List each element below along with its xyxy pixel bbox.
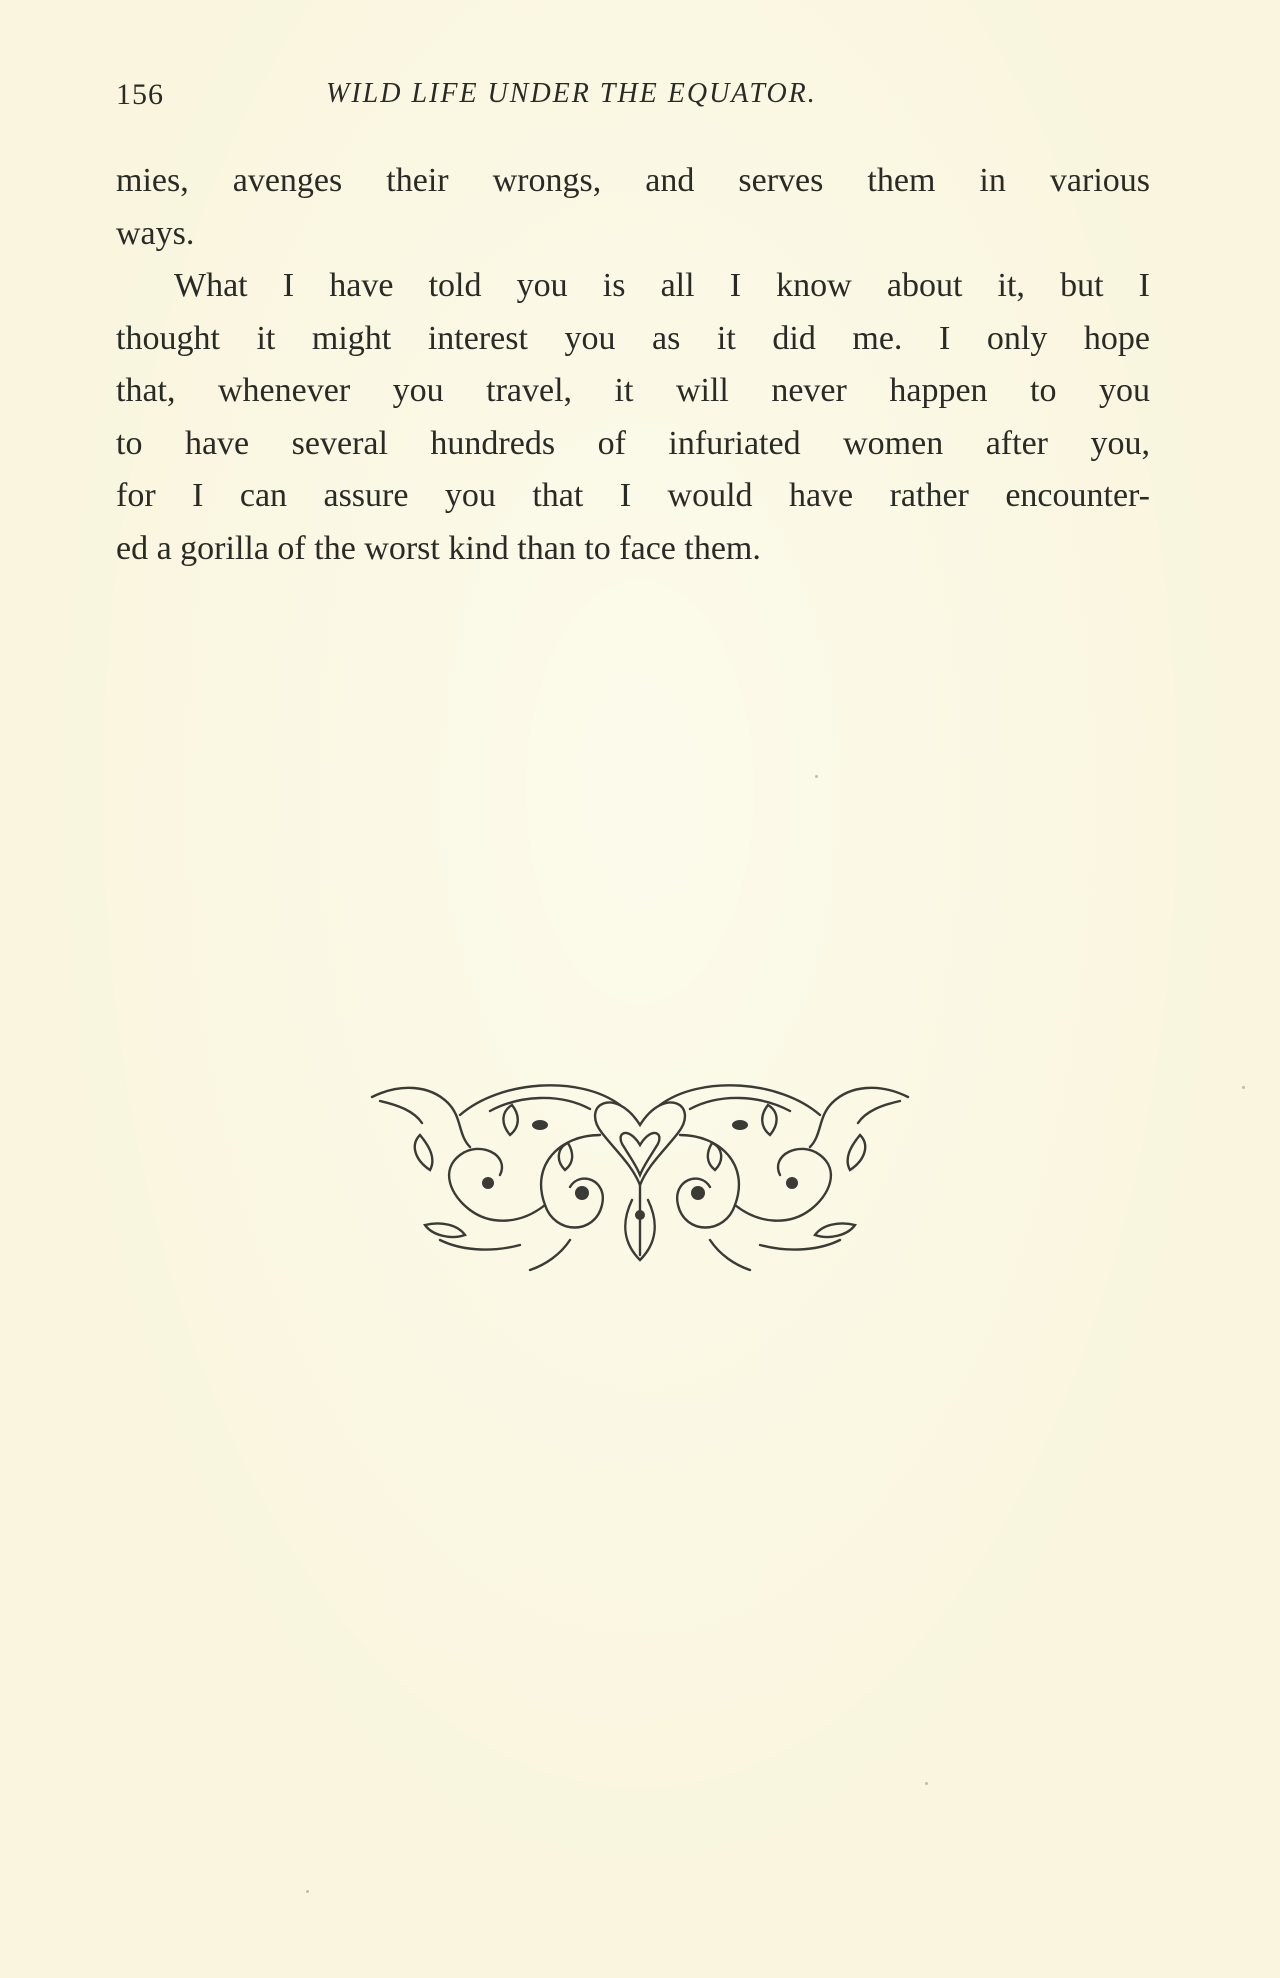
floral-tailpiece-icon	[370, 1075, 910, 1275]
paper-speck	[306, 1890, 309, 1893]
text-line: mies, avenges their wrongs, and serves them in various	[116, 162, 1150, 199]
text-line: to have several hundreds of infuriated women after you,	[116, 424, 1150, 462]
text-line: for I can assure you that I would have rather encounter-	[116, 477, 1150, 514]
page-number: 156	[116, 78, 164, 111]
text-line: ways.	[116, 214, 195, 252]
running-head	[116, 78, 1156, 118]
paper-speck	[815, 775, 818, 778]
text-line: ed a gorilla of the worst kind than to face them.	[116, 529, 761, 567]
text-line: thought it might interest you as it did me. I only hope	[116, 319, 1150, 357]
paper-speck	[925, 1782, 928, 1785]
running-title: WILD LIFE UNDER THE EQUATOR.	[326, 78, 817, 109]
text-line: that, whenever you travel, it will never happen to you	[116, 372, 1150, 409]
text-line: What I have told you is all I know about it, but I	[174, 267, 1150, 304]
body-text	[116, 155, 1150, 575]
paper-speck	[1242, 1086, 1245, 1089]
